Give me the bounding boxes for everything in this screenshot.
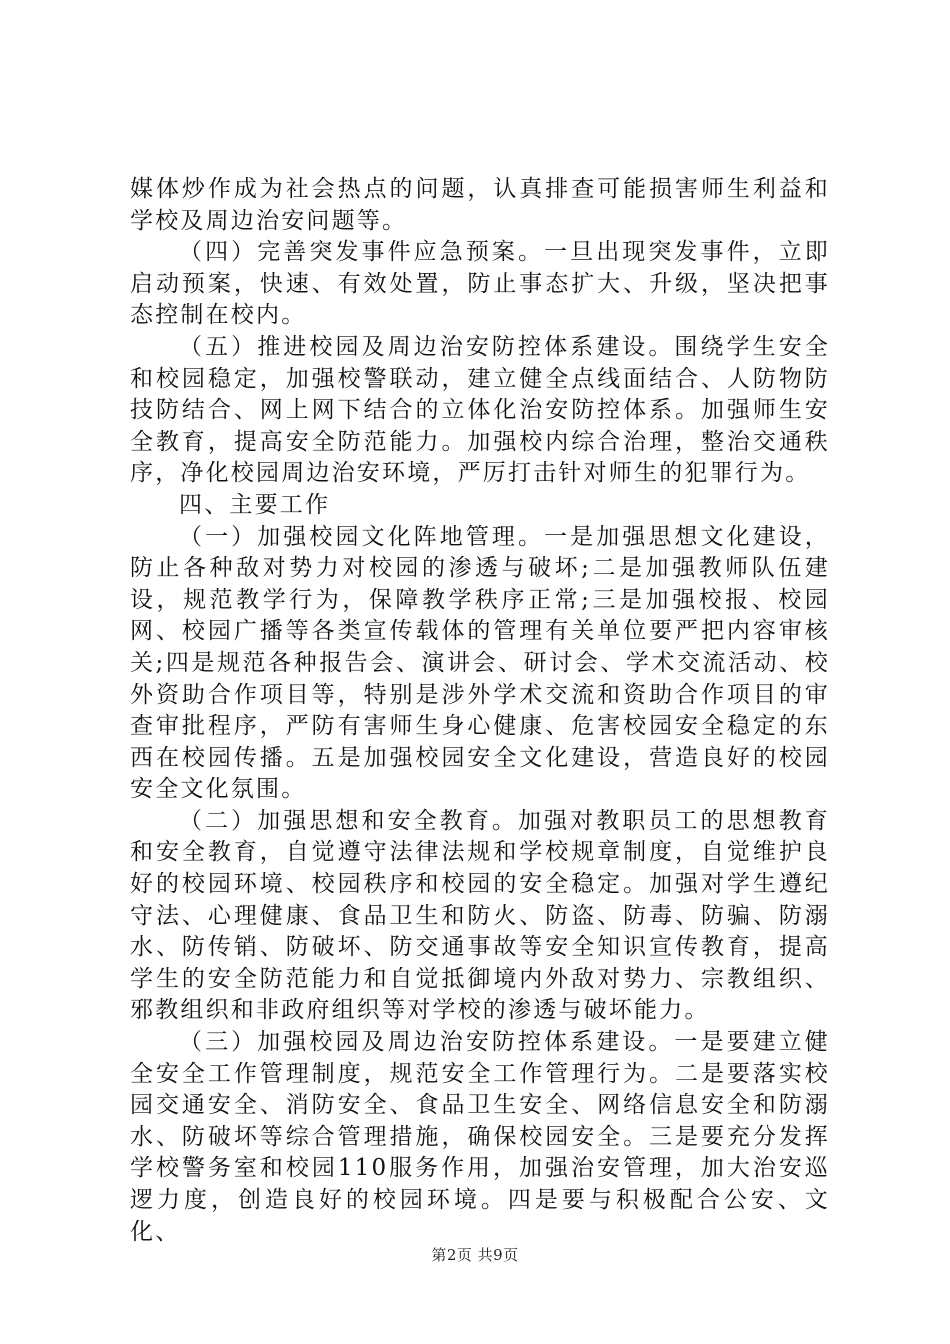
paragraph-work-1: （一）加强校园文化阵地管理。一是加强思想文化建设，防止各种敌对势力对校园的渗透与破坏;二是加强教师队伍建设，规范教学行为，保障教学秩序正常;三是加强校报、校园网、校园广播等各类宣传载体的管理有关单位要严把内容审核关;四是规范各种报告会、演讲会、研讨会、学术交流活动、校外资助合作项目等，特别是涉外学术交流和资助合作项目的审查审批程序，严防有害师生身心健康、危害校园安全稳定的东西在校园传播。五是加强校园安全文化建设，营造良好的校园安全文化氛围。 (130, 523, 830, 803)
page-number-footer: 第2页 共9页 (431, 1246, 519, 1264)
paragraph-work-2: （二）加强思想和安全教育。加强对教职员工的思想教育和安全教育，自觉遵守法律法规和学校规章制度，自觉维护良好的校园环境、校园秩序和校园的安全稳定。加强对学生遵纪守法、心理健康、食品卫生和防火、防盗、防毒、防骗、防溺水、防传销、防破坏、防交通事故等安全知识宣传教育，提高学生的安全防范能力和自觉抵御境内外敌对势力、宗教组织、邪教组织和非政府组织等对学校的渗透与破坏能力。 (130, 807, 830, 1024)
document-body (130, 174, 830, 1248)
paragraph-item-4: （四）完善突发事件应急预案。一旦出现突发事件，立即启动预案，快速、有效处置，防止事态扩大、升级，坚决把事态控制在校内。 (130, 239, 830, 329)
paragraph-item-5: （五）推进校园及周边治安防控体系建设。围绕学生安全和校园稳定，加强校警联动，建立健全点线面结合、人防物防技防结合、网上网下结合的立体化治安防控体系。加强师生安全教育，提高安全防范能力。加强校内综合治理，整治交通秩序，净化校园周边治安环境，严厉打击针对师生的犯罪行为。 (130, 333, 830, 487)
section-heading: 四、主要工作 (179, 491, 331, 518)
paragraph-work-3: （三）加强校园及周边治安防控体系建设。一是要建立健全安全工作管理制度，规范安全工作管理行为。二是要落实校园交通安全、消防安全、食品卫生安全、网络信息安全和防溺水、防破坏等综合管理措施，确保校园安全。三是要充分发挥学校警务室和校园110服务作用，加强治安管理，加大治安巡逻力度，创造良好的校园环境。四是要与积极配合公安、文化、 (130, 1029, 830, 1245)
paragraph-continued: 媒体炒作成为社会热点的问题，认真排查可能损害师生利益和学校及周边治安问题等。 (130, 176, 830, 234)
